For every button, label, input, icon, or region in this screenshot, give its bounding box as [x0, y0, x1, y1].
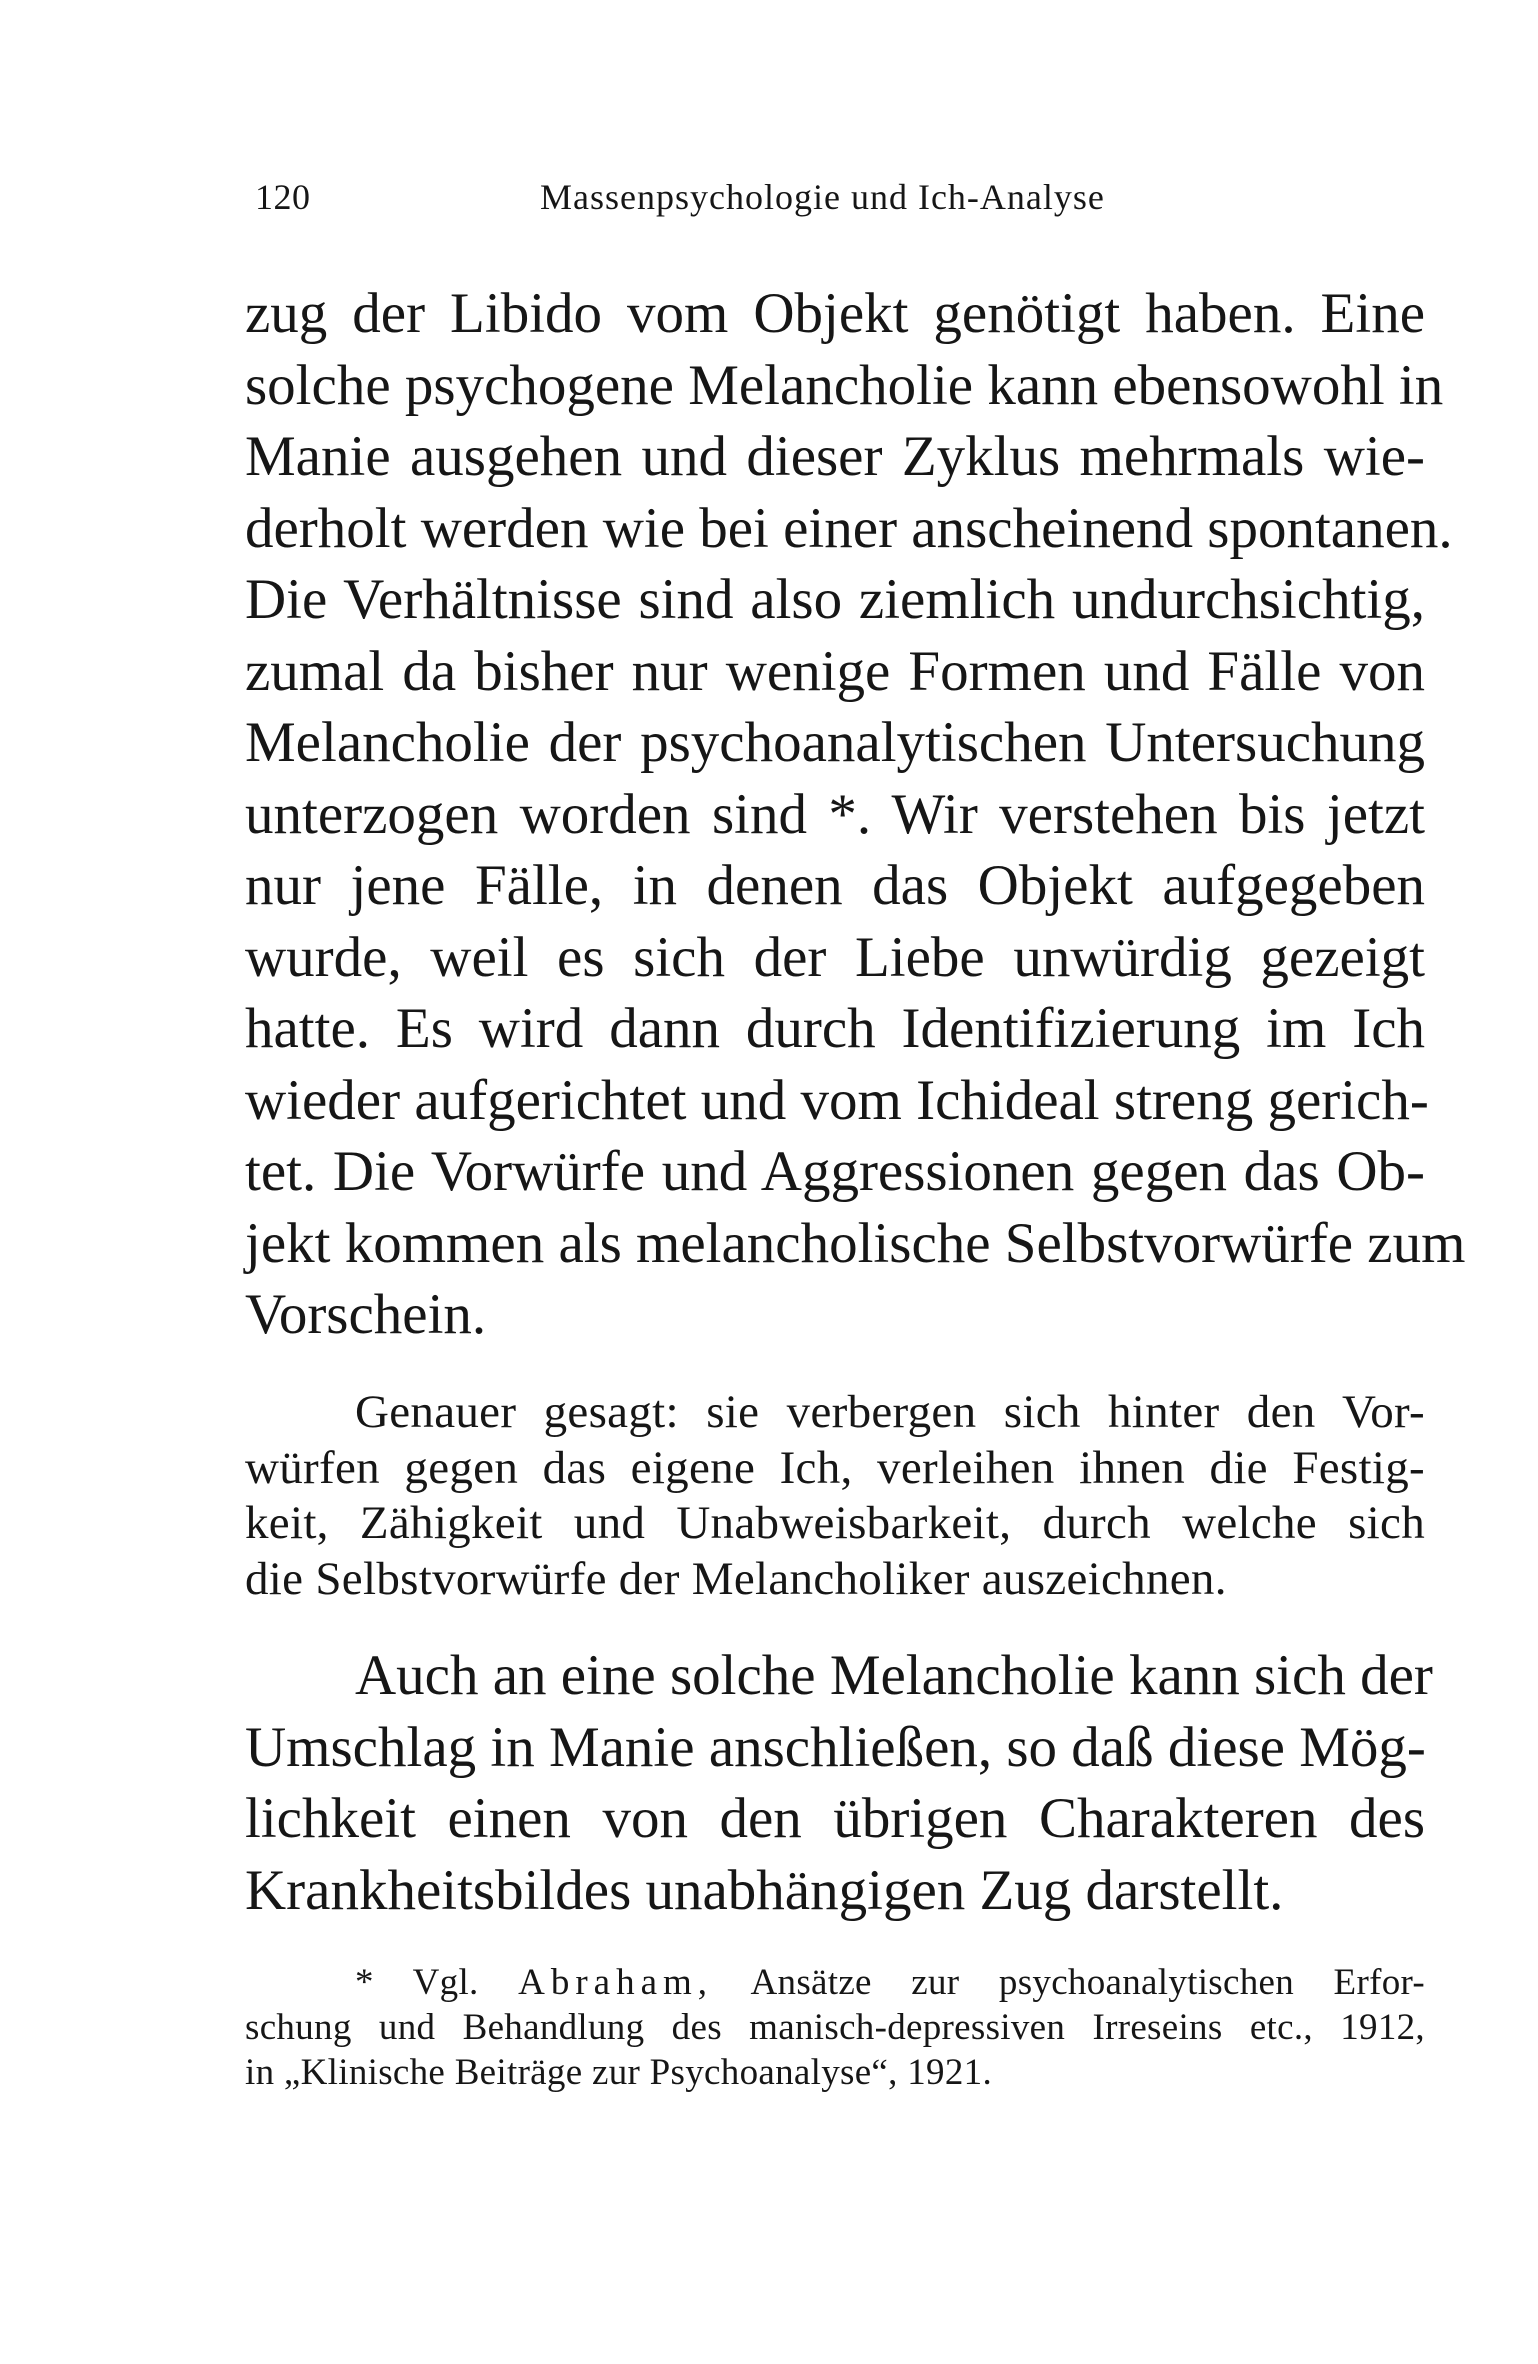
footnote-title-start: Ansätze zur psychoanalytischen Erfor-	[750, 1962, 1425, 2003]
page-header	[245, 176, 1165, 224]
text-line: Genauer gesagt: sie verbergen sich hinter den Vor-	[355, 1386, 1425, 1438]
text-line: Manie ausgehen und dieser Zyklus mehrmals wie-	[245, 425, 1425, 488]
text-line: Krankheitsbildes unabhängigen Zug darstellt.	[245, 1858, 1284, 1922]
text-line: zumal da bisher nur wenige Formen und Fälle von	[245, 639, 1425, 703]
text-line: Die Verhältnisse sind also ziemlich undurchsichtig,	[245, 568, 1425, 631]
footnote	[245, 1960, 1425, 2095]
text-line: keit, Zähigkeit und Unabweisbarkeit, durch welche sich	[245, 1497, 1425, 1549]
text-line: unterzogen worden sind *. Wir verstehen bis jetzt	[245, 782, 1425, 846]
text-line: Vorschein.	[245, 1283, 487, 1346]
text-line: solche psychogene Melancholie kann ebensowohl in	[245, 353, 1444, 417]
running-title: Massenpsychologie und Ich-Analyse	[540, 177, 1105, 217]
text-line: nur jene Fälle, in denen das Objekt aufgegeben	[245, 854, 1425, 917]
footnote-line	[245, 1960, 1425, 2005]
page-number: 120	[255, 177, 311, 217]
text-line: die Selbstvorwürfe der Melancholiker auszeichnen.	[245, 1552, 1227, 1605]
footnote-line: in „Klinische Beiträge zur Psychoanalyse“, 1921.	[245, 2052, 992, 2093]
paragraph-small-print	[245, 1385, 1425, 1607]
text-line: jekt kommen als melancholische Selbstvorwürfe zum	[245, 1211, 1466, 1275]
paragraph-main-2	[245, 1640, 1433, 1926]
text-line: hatte. Es wird dann durch Identifizierung im Ich	[245, 997, 1425, 1060]
text-line: Umschlag in Manie anschließen, so daß diese Mög-	[245, 1715, 1426, 1779]
paragraph-main-1	[245, 278, 1466, 1351]
text-line: zug der Libido vom Objekt genötigt haben. Eine	[245, 282, 1425, 345]
text-line: derholt werden wie bei einer anscheinend spontanen.	[245, 496, 1453, 560]
footnote-marker: *	[355, 1962, 374, 2003]
text-line: lichkeit einen von den übrigen Charakteren des	[245, 1787, 1425, 1850]
footnote-author: Abraham,	[518, 1962, 714, 2003]
footnote-line: schung und Behandlung des manisch-depressiven Irreseins etc., 1912,	[245, 2007, 1425, 2048]
text-line: wurde, weil es sich der Liebe unwürdig gezeigt	[245, 925, 1425, 989]
text-line: Melancholie der psychoanalytischen Untersuchung	[245, 711, 1425, 774]
text-line: wieder aufgerichtet und vom Ichideal streng gerich-	[245, 1068, 1429, 1132]
text-line: tet. Die Vorwürfe und Aggressionen gegen das Ob-	[245, 1140, 1425, 1203]
text-line: Auch an eine solche Melancholie kann sich der	[355, 1644, 1433, 1707]
text-line: würfen gegen das eigene Ich, verleihen ihnen die Festig-	[245, 1441, 1425, 1494]
footnote-ref-prefix: Vgl.	[412, 1962, 479, 2003]
